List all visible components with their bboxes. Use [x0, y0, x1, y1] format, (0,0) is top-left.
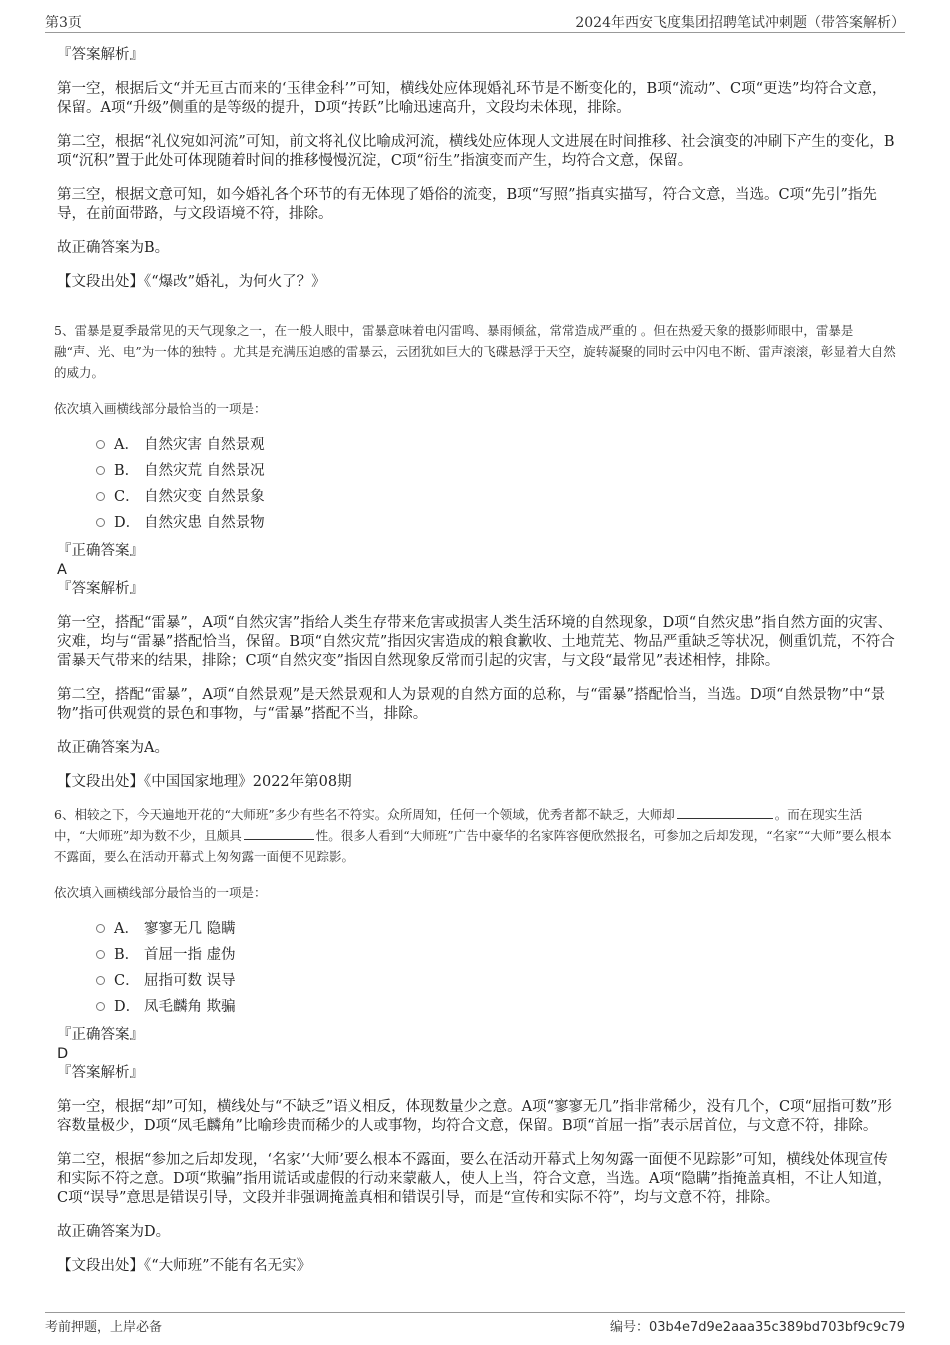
radio-icon[interactable] [96, 924, 105, 933]
radio-icon[interactable] [96, 1002, 105, 1011]
footer-slogan: 考前押题，上岸必备 [45, 1320, 163, 1335]
q6-analysis-label: 『答案解析』 [57, 1065, 144, 1081]
page-footer [45, 1312, 905, 1339]
q5-option-c[interactable]: C． 自然灾变 自然景象 [57, 484, 897, 510]
q5-option-d[interactable]: D． 自然灾患 自然景物 [57, 510, 897, 536]
q6-question-text: 6、相较之下，今天遍地开花的“大师班”多少有些名不符实。众所周知，任何一个领域，优秀者都不缺乏，大师却 。而在现实生活中，“大师班”却为数不少，且颇具 性。很多人看到“大师班”广告中豪华的名家阵容便欣然报名，可参加之后却发现，“名家”“大师”要么根本不露面，要么在活动开幕式上匆匆露一面便不见踪影。 [54, 807, 892, 864]
q4-conclusion: 故正确答案为B。 [57, 240, 170, 256]
q5-source: 【文段出处】《中国国家地理》2022年第08期 [57, 774, 352, 790]
q5-analysis-paragraph: 第一空，搭配“雷暴”，A项“自然灾害”指给人类生存带来危害或损害人类生活环境的自然现象，D项“自然灾患”指自然方面的灾害、灾难，均与“雷暴”搭配恰当，保留。B项“自然灾荒”指因灾害造成的粮食歉收、土地荒芜、物品严重缺乏等状况，侧重饥荒，不符合雷暴天气带来的结果，排除；C项“自然灾变”指因自然现象反常而引起的灾害，与文段“最常见”表述相悖，排除。 [57, 615, 895, 669]
q4-analysis-paragraph: 第一空，根据后文“并无亘古而来的‘玉律金科’”可知，横线处应体现婚礼环节是不断变化的，B项“流动”、C项“更迭”均符合文意，保留。A项“升级”侧重的是等级的提升，D项“抟跃”比喻迅速高升，文段均未体现，排除。 [57, 81, 887, 116]
q6-analysis-paragraph: 第一空，根据“却”可知，横线处与“不缺乏”语义相反，体现数量少之意。A项“寥寥无几”指非常稀少，没有几个，C项“屈指可数”形容数量极少，D项“凤毛麟角”比喻珍贵而稀少的人或事物，均符合文意，保留。B项“首屈一指”表示居首位，与文意不符，排除。 [57, 1099, 892, 1134]
q6-correct-label: 『正确答案』 [57, 1027, 144, 1043]
q5-analysis-paragraph: 第二空，搭配“雷暴”，A项“自然景观”是天然景观和人为景观的自然方面的总称，与“雷暴”搭配恰当，当选。D项“自然景物”中“景物”指可供观赏的景色和事物，与“雷暴”搭配不当，排除。 [57, 687, 886, 722]
radio-icon[interactable] [96, 950, 105, 959]
document-title: 2024年西安飞度集团招聘笔试冲刺题（带答案解析） [575, 15, 905, 31]
q6-answer: D [57, 1046, 69, 1062]
q4-analysis-paragraph: 第三空，根据文意可知，如今婚礼各个环节的有无体现了婚俗的流变，B项“写照”指真实描写，符合文意，当选。C项“先引”指先导，在前面带路，与文段语境不符，排除。 [57, 187, 877, 222]
q5-options [57, 432, 897, 536]
q6-option-c[interactable]: C． 屈指可数 误导 [57, 968, 897, 994]
q5-conclusion: 故正确答案为A。 [57, 740, 169, 756]
q4-analysis-paragraph: 第二空，根据“礼仪宛如河流”可知，前文将礼仪比喻成河流，横线处应体现人文进展在时间推移、社会演变的冲刷下产生的变化，B项“沉积”置于此处可体现随着时间的推移慢慢沉淀，C项“衍生”指演变而产生，均符合文意，保留。 [57, 134, 895, 169]
q6-conclusion: 故正确答案为D。 [57, 1224, 171, 1240]
q6-blank-2 [244, 827, 314, 840]
q5-analysis-label: 『答案解析』 [57, 581, 144, 597]
radio-icon[interactable] [96, 518, 105, 527]
q4-source: 【文段出处】《“爆改”婚礼，为何火了？》 [57, 274, 326, 290]
radio-icon[interactable] [96, 440, 105, 449]
q5-option-b[interactable]: B． 自然灾荒 自然景况 [57, 458, 897, 484]
q6-option-a[interactable]: A． 寥寥无几 隐瞒 [57, 916, 897, 942]
q6-analysis-paragraph: 第二空，根据“参加之后却发现，‘名家’‘大师’要么根本不露面，要么在活动开幕式上匆匆露一面便不见踪影”可知，横线处体现宣传和实际不符之意。D项“欺骗”指用谎话或虚假的行动来蒙蔽人，使人上当，符合文意，当选。A项“隐瞒”指掩盖真相，不让人知道，C项“误导”意思是错误引导，文段并非强调掩盖真相和错误引导，而是“宣传和实际不符”，均与文意不符，排除。 [57, 1152, 892, 1206]
q5-correct-label: 『正确答案』 [57, 543, 144, 559]
q4-analysis-label: 『答案解析』 [57, 47, 144, 63]
q5-prompt: 依次填入画横线部分最恰当的一项是： [54, 401, 267, 416]
radio-icon[interactable] [96, 466, 105, 475]
q6-prompt: 依次填入画横线部分最恰当的一项是： [54, 885, 267, 900]
radio-icon[interactable] [96, 492, 105, 501]
main-content [54, 46, 897, 1276]
q6-option-b[interactable]: B． 首屈一指 虚伪 [57, 942, 897, 968]
q6-option-d[interactable]: D． 凤毛麟角 欺骗 [57, 994, 897, 1020]
page-header [45, 8, 905, 33]
document-id: 编号：03b4e7d9e2aaa35c389bd703bf9c9c79 [609, 1320, 905, 1335]
q6-source: 【文段出处】《“大师班”不能有名无实》 [57, 1258, 312, 1274]
q6-blank-1 [677, 806, 773, 819]
radio-icon[interactable] [96, 976, 105, 985]
q5-option-a[interactable]: A． 自然灾害 自然景观 [57, 432, 897, 458]
q6-options [57, 916, 897, 1020]
q5-question-text: 5、雷暴是夏季最常见的天气现象之一，在一般人眼中，雷暴意味着电闪雷鸣、暴雨倾盆，常常造成严重的 。但在热爱天象的摄影师眼中，雷暴是融“声、光、电”为一体的独特 。尤其是充满压迫感的雷暴云，云团犹如巨大的飞碟悬浮于天空，旋转凝聚的同时云中闪电不断、雷声滚滚，彰显着大自然的威力。 [54, 323, 896, 380]
q5-answer: A [57, 562, 67, 578]
page-number: 第3页 [45, 15, 82, 31]
